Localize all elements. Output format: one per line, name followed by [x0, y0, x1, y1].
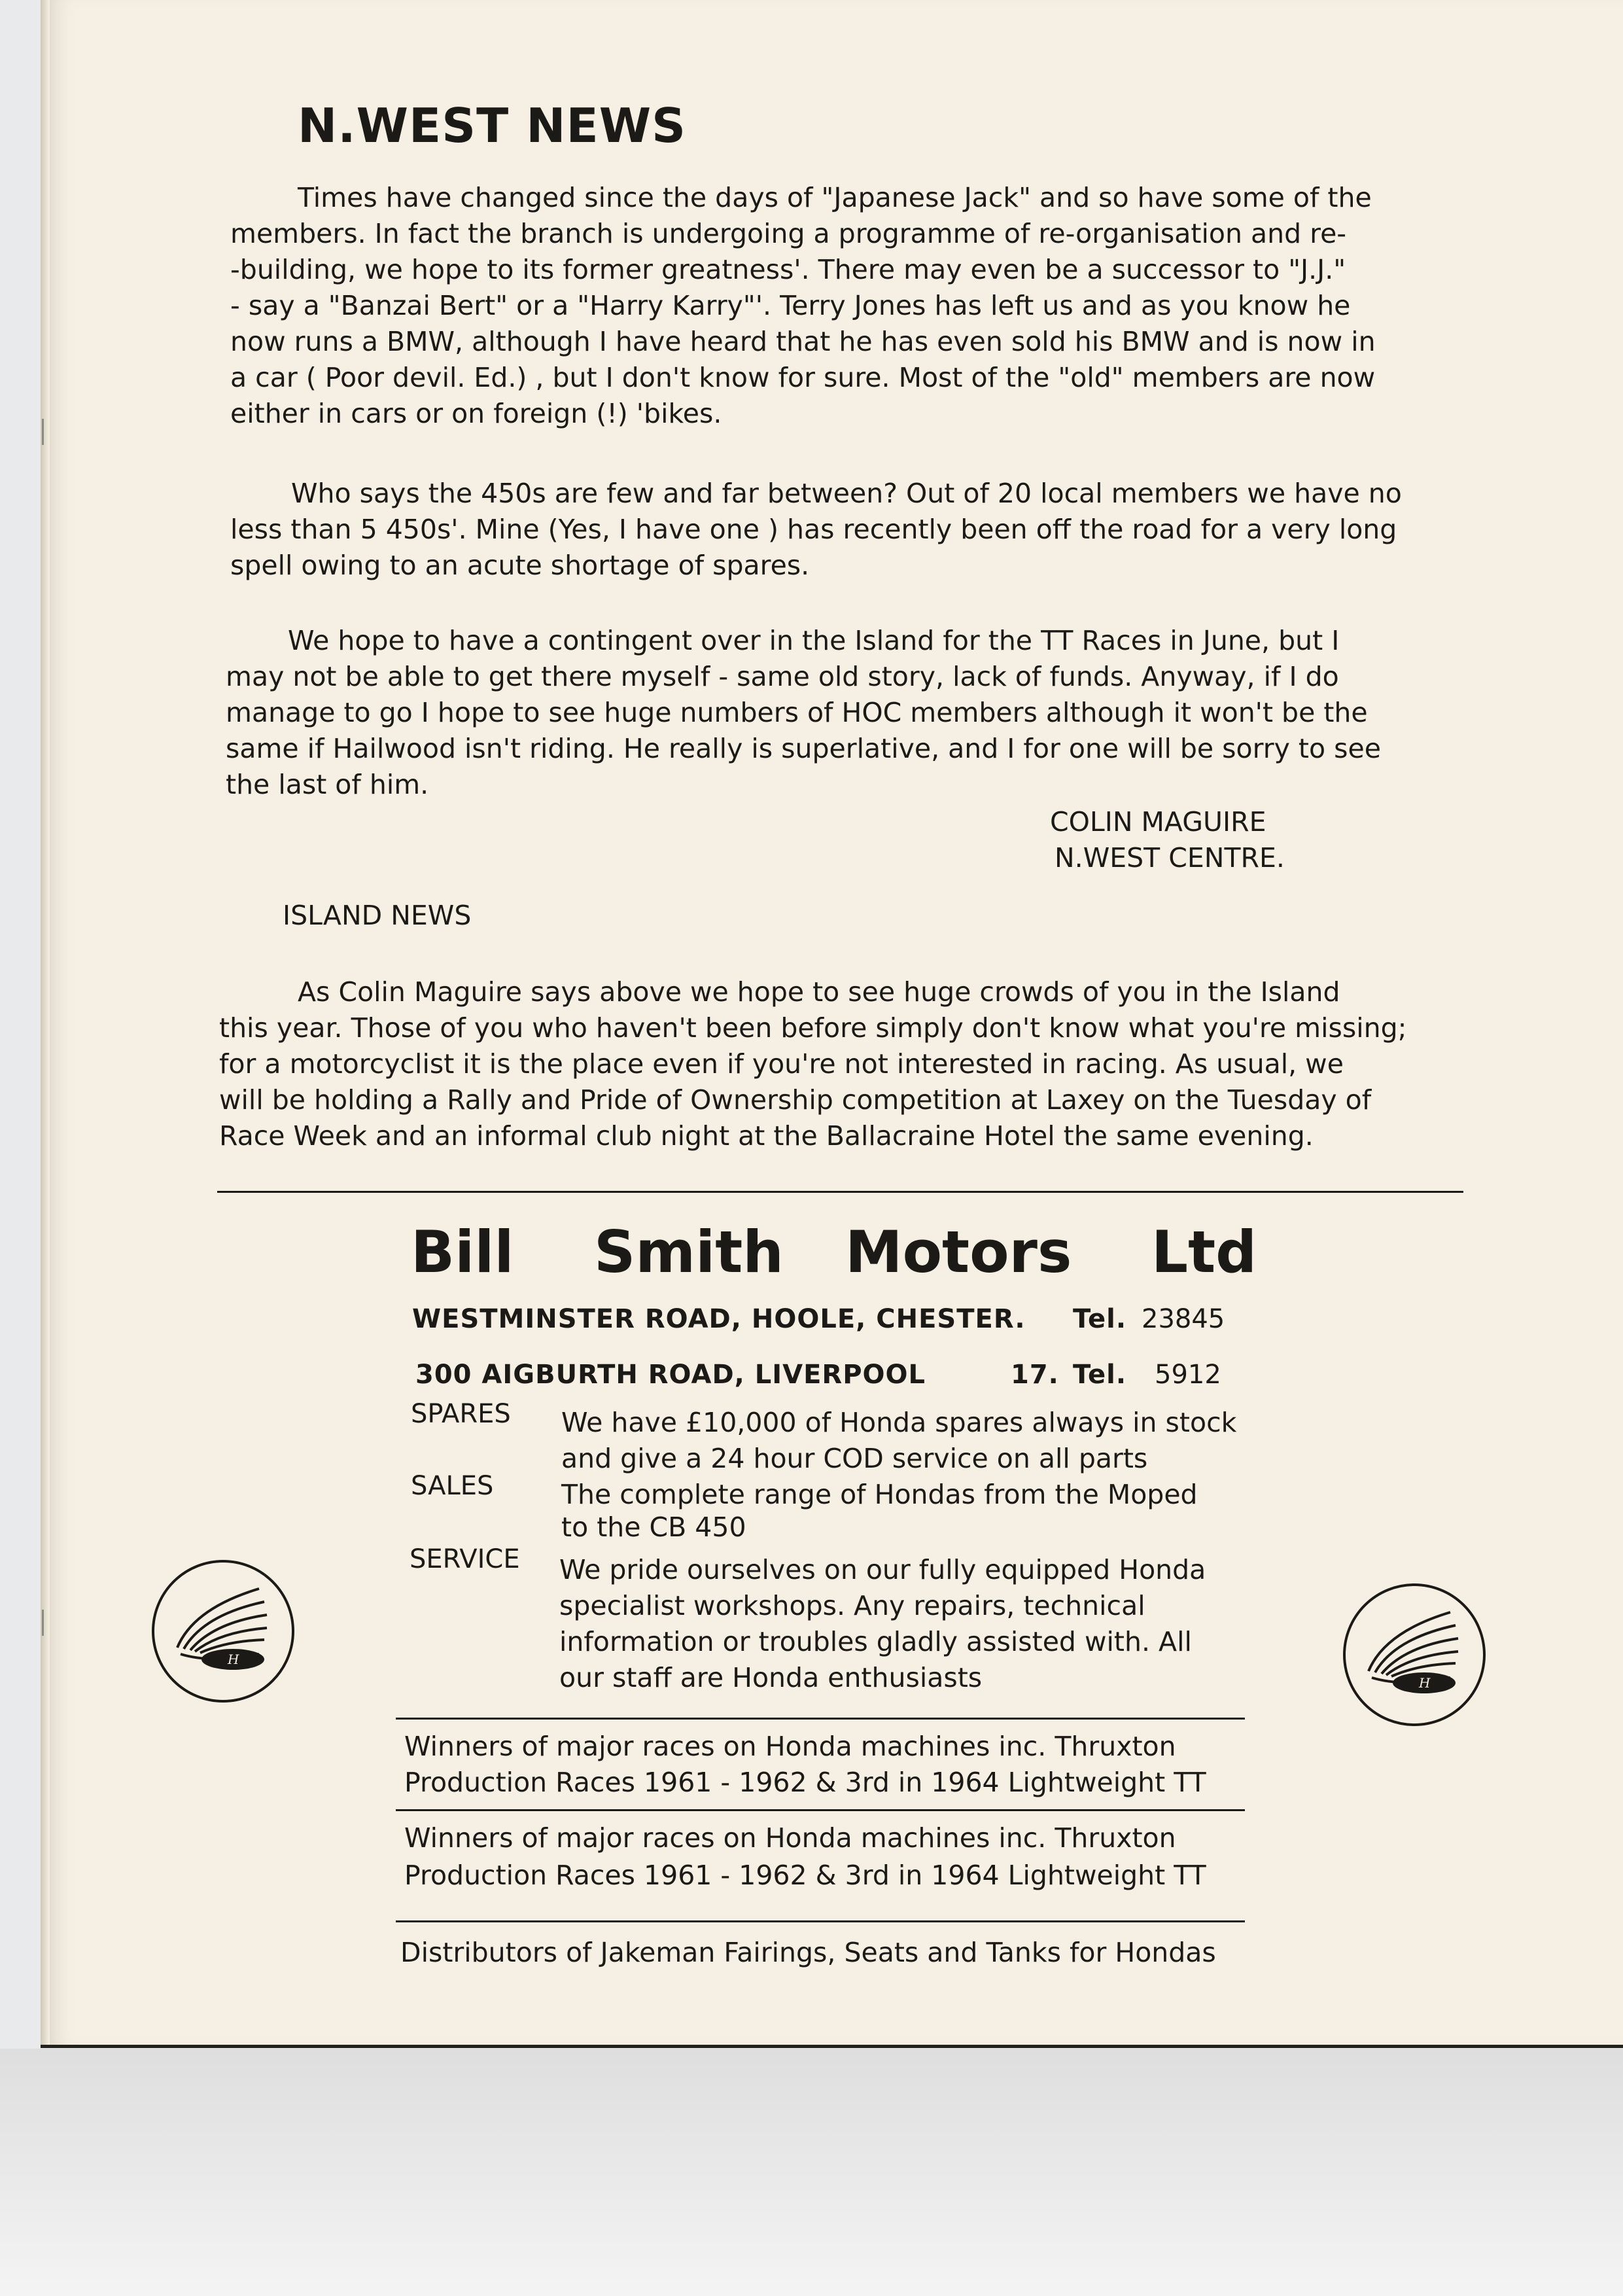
sales-text: The complete range of Hondas from the Moped	[561, 1479, 1198, 1510]
winners-text: Production Races 1961 - 1962 & 3rd in 1964 Lightweight TT	[404, 1860, 1206, 1891]
winners-text: Production Races 1961 - 1962 & 3rd in 1964 Lightweight TT	[404, 1767, 1206, 1798]
text-line: either in cars or on foreign (!) 'bikes.	[230, 398, 722, 429]
text-line: As Colin Maguire says above we hope to see huge crowds of you in the Island	[298, 976, 1340, 1008]
logo-letter: H	[1419, 1675, 1431, 1691]
signature-centre: N.WEST CENTRE.	[1055, 842, 1285, 874]
tel-number-1: 23845	[1142, 1304, 1225, 1334]
text-line: for a motorcyclist it is the place even if you're not interested in racing. As usual, we	[219, 1048, 1344, 1080]
advert-name-word: Smith	[594, 1218, 784, 1286]
text-line: this year. Those of you who haven't been before simply don't know what you're missing;	[219, 1012, 1407, 1044]
text-line: Times have changed since the days of "Japanese Jack" and so have some of the	[298, 182, 1372, 213]
honda-wing-logo	[1343, 1583, 1486, 1726]
text-line: Race Week and an informal club night at the Ballacraine Hotel the same evening.	[219, 1120, 1314, 1152]
text-line: may not be able to get there myself - same old story, lack of funds. Anyway, if I do	[226, 661, 1339, 692]
text-line: will be holding a Rally and Pride of Ownership competition at Laxey on the Tuesday of	[219, 1084, 1372, 1116]
spares-text: and give a 24 hour COD service on all parts	[561, 1443, 1148, 1474]
winners-text: Winners of major races on Honda machines inc. Thruxton	[404, 1731, 1176, 1762]
tel-label: Tel.	[1073, 1304, 1127, 1334]
text-line: less than 5 450s'. Mine (Yes, I have one ) has recently been off the road for a very long	[230, 514, 1397, 545]
text-line: manage to go I hope to see huge numbers of HOC members although it won't be the	[226, 697, 1368, 728]
signature-name: COLIN MAGUIRE	[1050, 806, 1266, 838]
divider	[396, 1718, 1245, 1720]
page-spine	[41, 0, 50, 2045]
advert-name-word: Ltd	[1151, 1218, 1257, 1286]
logo-letter: H	[228, 1651, 239, 1667]
sales-label: SALES	[411, 1471, 494, 1501]
sales-text: to the CB 450	[561, 1511, 746, 1543]
text-line: the last of him.	[226, 769, 429, 800]
staple-mark	[42, 1610, 53, 1636]
spares-label: SPARES	[411, 1399, 511, 1429]
divider	[217, 1191, 1463, 1193]
staple-mark	[42, 419, 53, 445]
text-line: same if Hailwood isn't riding. He really is superlative, and I for one will be sorry to see	[226, 733, 1381, 764]
winners-text: Winners of major races on Honda machines inc. Thruxton	[404, 1822, 1176, 1854]
service-text: our staff are Honda enthusiasts	[559, 1662, 983, 1693]
distributors-text: Distributors of Jakeman Fairings, Seats and Tanks for Hondas	[400, 1937, 1216, 1968]
advert-name-word: Motors	[845, 1218, 1072, 1286]
spares-text: We have £10,000 of Honda spares always in stock	[561, 1407, 1237, 1438]
tel-number-2: 5912	[1155, 1360, 1221, 1390]
text-line: - say a "Banzai Bert" or a "Harry Karry"'. Terry Jones has left us and as you know he	[230, 290, 1351, 321]
text-line: members. In fact the branch is undergoing a programme of re-organisation and re-	[230, 218, 1347, 249]
service-label: SERVICE	[410, 1544, 520, 1574]
article-title: N.WEST NEWS	[298, 98, 686, 153]
text-line: a car ( Poor devil. Ed.) , but I don't know for sure. Most of the "old" members are now	[230, 362, 1376, 393]
service-text: information or troubles gladly assisted with. All	[559, 1626, 1192, 1657]
text-line: spell owing to an acute shortage of spares.	[230, 550, 810, 581]
divider	[396, 1809, 1245, 1811]
divider	[396, 1920, 1245, 1922]
text-line: We hope to have a contingent over in the Island for the TT Races in June, but I	[288, 625, 1340, 656]
tel-label: Tel.	[1073, 1360, 1127, 1390]
text-line: -building, we hope to its former greatness'. There may even be a successor to "J.J."	[230, 254, 1346, 285]
service-text: We pride ourselves on our fully equipped Honda	[559, 1554, 1206, 1585]
advert-name-word: Bill	[411, 1218, 514, 1286]
service-text: specialist workshops. Any repairs, technical	[559, 1590, 1145, 1621]
postcode: 17.	[1011, 1360, 1059, 1390]
address-line-1: WESTMINSTER ROAD, HOOLE, CHESTER.	[412, 1304, 1026, 1334]
text-line: Who says the 450s are few and far between? Out of 20 local members we have no	[291, 478, 1402, 509]
address-line-2: 300 AIGBURTH ROAD, LIVERPOOL	[415, 1360, 926, 1390]
section-heading: ISLAND NEWS	[283, 900, 472, 931]
text-line: now runs a BMW, although I have heard that he has even sold his BMW and is now in	[230, 326, 1376, 357]
honda-wing-logo	[152, 1560, 294, 1703]
background-surface	[0, 2049, 1623, 2296]
